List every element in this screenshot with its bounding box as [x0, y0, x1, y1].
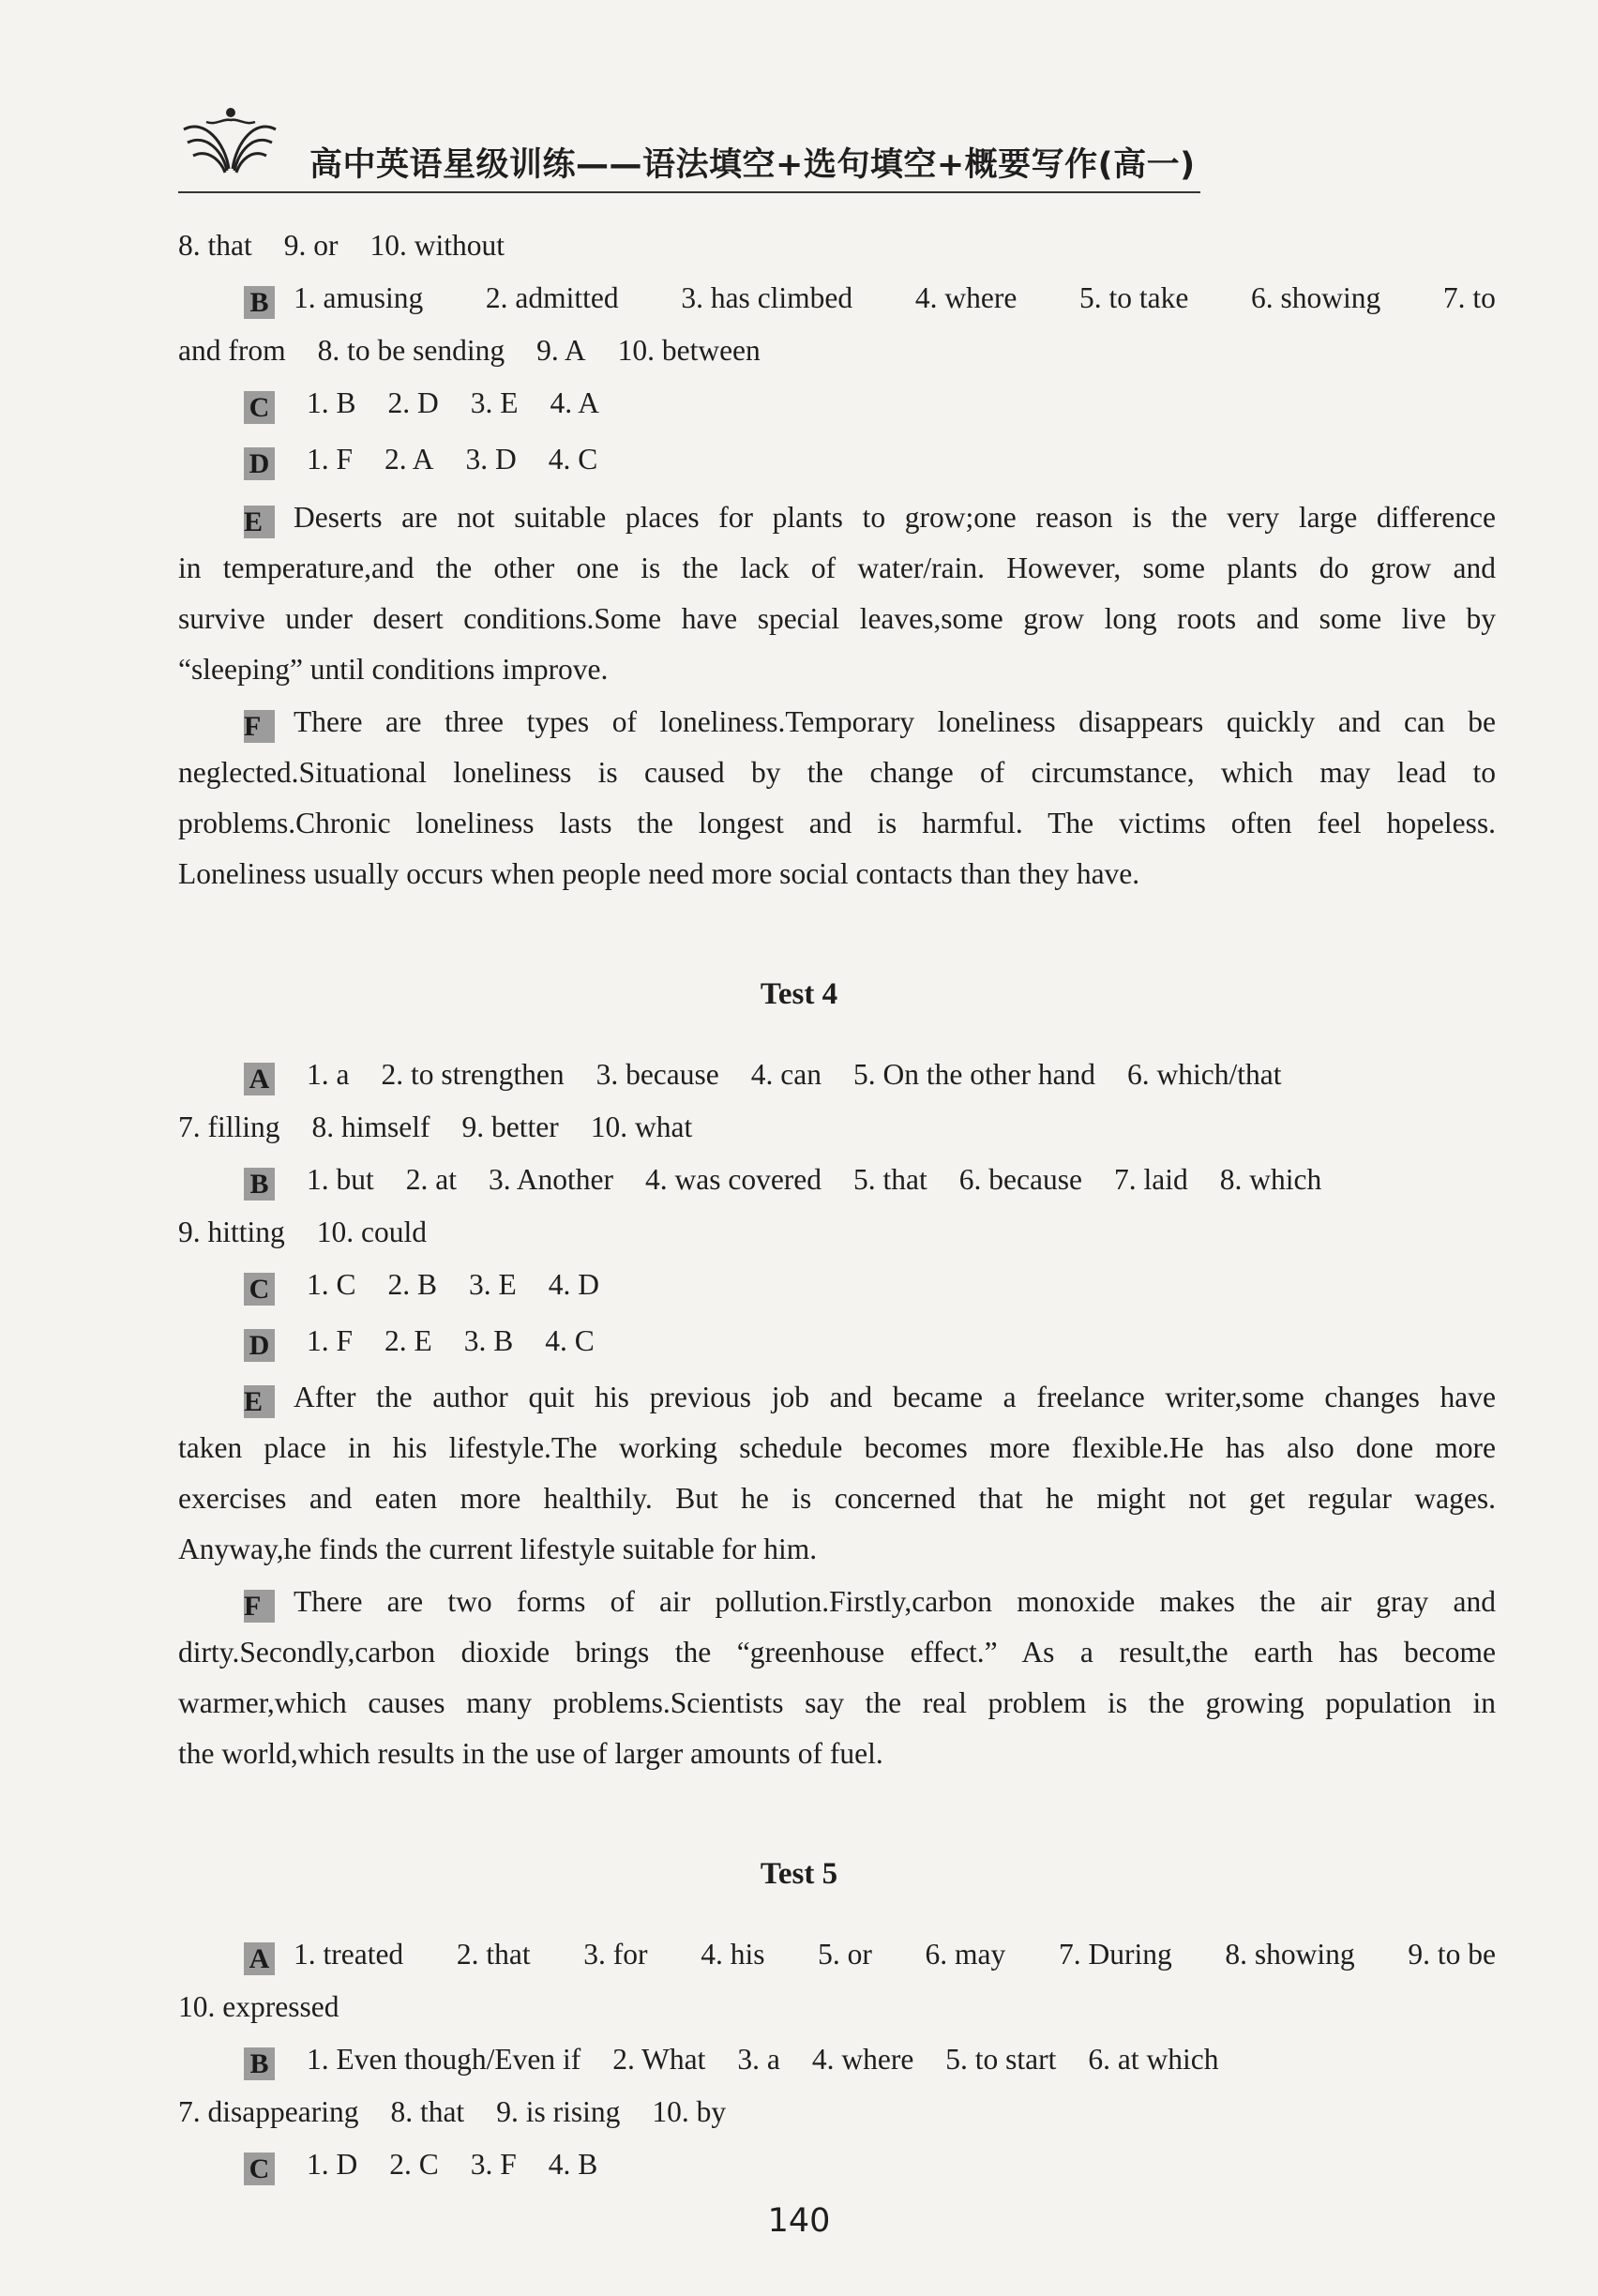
test5-b-line2 [178, 2093, 1496, 2131]
answer-item: 6. showing [1250, 281, 1381, 314]
answer-item: 8. that [178, 229, 252, 262]
answer-item: 5. that [853, 1163, 927, 1196]
section-tag-a: A [244, 1942, 275, 1975]
answer-item: 10. what [590, 1110, 693, 1143]
test4-f-line: the world,which results in the use of larger amounts of fuel. [178, 1737, 883, 1770]
test4-title: Test 4 [760, 977, 838, 1011]
answer-item: 9. hitting [178, 1216, 285, 1248]
answer-item: 1. a [307, 1058, 350, 1091]
answer-item: 5. or [818, 1938, 872, 1971]
test5-c [244, 2146, 1496, 2185]
answer-item: 4. A [550, 386, 600, 419]
section-tag-c: C [244, 1273, 275, 1306]
section-tag-c: C [244, 391, 275, 424]
test4-a-line2 [178, 1109, 1496, 1146]
answer-item: 1. F [307, 443, 354, 476]
answer-item: 4. D [548, 1268, 600, 1301]
answer-item: 1. B [307, 386, 356, 419]
test4-e-line: Anyway,he finds the current lifestyle suitable for him. [178, 1533, 818, 1565]
section-tag-b: B [244, 1168, 275, 1201]
answer-item: 4. was covered [644, 1163, 822, 1196]
answer-item: 1. F [307, 1324, 354, 1357]
answer-item: 3. E [469, 1268, 517, 1301]
answer-item: 8. to be sending [317, 334, 505, 367]
answer-item: 9. better [461, 1110, 559, 1143]
test3-f-line: Loneliness usually occurs when people need more social contacts than they have. [178, 857, 1140, 890]
test3-e-line: “sleeping” until conditions improve. [178, 653, 609, 686]
test3-d [244, 441, 1496, 480]
answer-item: 4. his [701, 1938, 765, 1971]
answer-item: and from [178, 334, 286, 367]
answer-item: 3. for [583, 1938, 648, 1971]
section-tag-c: C [244, 2152, 275, 2185]
test4-f-line: F There are two forms of air pollution.Firstly,carbon monoxide makes the air gray and [244, 1585, 1496, 1622]
test3-c [244, 385, 1496, 424]
answer-item: 9. is rising [496, 2095, 621, 2128]
answer-item: 5. On the other hand [852, 1058, 1096, 1091]
test4-f-line: warmer,which causes many problems.Scientists say the real problem is the growing population in [178, 1686, 1496, 1719]
answer-item: 9. to be [1408, 1938, 1496, 1971]
section-tag-b: B [244, 2047, 275, 2080]
answer-item: 3. B [463, 1324, 514, 1357]
test4-e-line: taken place in his lifestyle.The working schedule becomes more flexible.He has also done more [178, 1431, 1496, 1464]
answer-item: 1. C [307, 1268, 356, 1301]
answer-item: 10. could [316, 1216, 427, 1248]
answer-item: 10. without [369, 229, 505, 262]
test4-e-line: exercises and eaten more healthily. But he is concerned that he might not get regular wages. [178, 1482, 1496, 1515]
test4-f-line: dirty.Secondly,carbon dioxide brings the “greenhouse effect.” As a result,the earth has become [178, 1636, 1496, 1669]
section-tag-f: F [244, 1590, 275, 1623]
test5-a-line2 [178, 1988, 1496, 2026]
answer-item: 2. at [405, 1163, 457, 1196]
answer-item: 8. which [1219, 1163, 1322, 1196]
answer-item: 2. E [384, 1324, 432, 1357]
section-tag-f: F [244, 710, 275, 743]
answer-item: 2. D [387, 386, 439, 419]
test3-e-line: E Deserts are not suitable places for plants to grow;one reason is the very large difference [244, 501, 1496, 537]
answer-item: 4. where [811, 2043, 914, 2076]
answer-item: 5. to start [945, 2043, 1057, 2076]
answer-item: 2. to strengthen [381, 1058, 565, 1091]
section-tag-d: D [244, 1329, 275, 1362]
section-tag-e: E [244, 1385, 275, 1418]
answer-item: 6. because [958, 1163, 1082, 1196]
answer-item: 1. Even though/Even if [307, 2043, 581, 2076]
answer-item: 8. showing [1225, 1938, 1355, 1971]
answer-item: 7. During [1058, 1938, 1172, 1971]
test4-c [244, 1266, 1496, 1306]
test5-a-line1 [244, 1936, 1496, 1975]
answer-item: 6. at which [1088, 2043, 1219, 2076]
answer-item: 9. A [536, 334, 586, 367]
book-series-logo-icon [178, 101, 279, 180]
test3-f-line: problems.Chronic loneliness lasts the longest and is harmful. The victims often feel hopeless. [178, 807, 1496, 839]
answer-item: 6. which/that [1127, 1058, 1282, 1091]
answer-item: 3. D [465, 443, 517, 476]
answer-item: 2. that [456, 1938, 531, 1971]
test4-d [244, 1322, 1496, 1362]
answer-item: 6. may [925, 1938, 1006, 1971]
answer-item: 10. by [652, 2095, 727, 2128]
section-tag-e: E [244, 506, 275, 538]
section-tag-d: D [244, 447, 275, 480]
section-tag-a: A [244, 1063, 275, 1095]
answer-item: 2. admitted [485, 281, 619, 314]
answer-item: 1. treated [294, 1938, 404, 1971]
answer-item: 1. amusing [294, 281, 424, 314]
answer-item: 1. but [307, 1163, 374, 1196]
section-tag-b: B [244, 286, 275, 319]
answer-item: 8. that [390, 2095, 465, 2128]
answer-item: 4. B [548, 2148, 598, 2181]
answer-item: 7. filling [178, 1110, 280, 1143]
page-number: 140 [767, 2202, 831, 2240]
answer-item: 4. where [914, 281, 1018, 314]
answer-item: 3. because [595, 1058, 719, 1091]
test4-a-line1 [244, 1056, 1496, 1095]
answer-item: 3. E [470, 386, 519, 419]
test4-b-line2 [178, 1214, 1496, 1251]
test4-e-line: E After the author quit his previous job and became a freelance writer,some changes have [244, 1381, 1496, 1417]
answer-item: 2. B [387, 1268, 438, 1301]
answer-item: 2. A [384, 443, 434, 476]
answer-item: 2. C [389, 2148, 439, 2181]
answer-item: 7. laid [1113, 1163, 1188, 1196]
answer-item: 8. himself [311, 1110, 430, 1143]
answer-item: 4. can [750, 1058, 822, 1091]
answer-item: 10. between [617, 334, 761, 367]
answer-item: 4. C [545, 1324, 595, 1357]
answer-item: 1. D [307, 2148, 358, 2181]
answer-item: 3. Another [489, 1163, 613, 1196]
answer-item: 2. What [612, 2043, 706, 2076]
test3-e-line: in temperature,and the other one is the lack of water/rain. However, some plants do grow and [178, 551, 1496, 584]
answer-item: 7. to [1442, 281, 1496, 314]
test5-b-line1 [244, 2041, 1496, 2080]
header-rule [178, 191, 1200, 193]
answer-item: 9. or [283, 229, 339, 262]
answer-item: 7. disappearing [178, 2095, 359, 2128]
answer-item: 3. a [737, 2043, 780, 2076]
test3-f-line: F There are three types of loneliness.Temporary loneliness disappears quickly and can be [244, 705, 1496, 742]
test3-b-line1 [244, 279, 1496, 319]
test3-b-line2 [178, 332, 1496, 370]
page-header [178, 101, 1200, 195]
test3-f-line: neglected.Situational loneliness is caused by the change of circumstance, which may lead to [178, 756, 1496, 789]
answer-item: 3. has climbed [681, 281, 853, 314]
answer-item: 10. expressed [178, 1990, 339, 2023]
answer-item: 3. F [470, 2148, 517, 2181]
test3-a-tail [178, 227, 1496, 264]
test5-title: Test 5 [760, 1857, 838, 1891]
book-title: 高中英语星级训练——语法填空+选句填空+概要写作(高一) [309, 146, 1196, 184]
answer-item: 4. C [548, 443, 598, 476]
test3-e-line: survive under desert conditions.Some have special leaves,some grow long roots and some live by [178, 602, 1496, 635]
answer-item: 5. to take [1078, 281, 1189, 314]
test4-b-line1 [244, 1161, 1496, 1201]
